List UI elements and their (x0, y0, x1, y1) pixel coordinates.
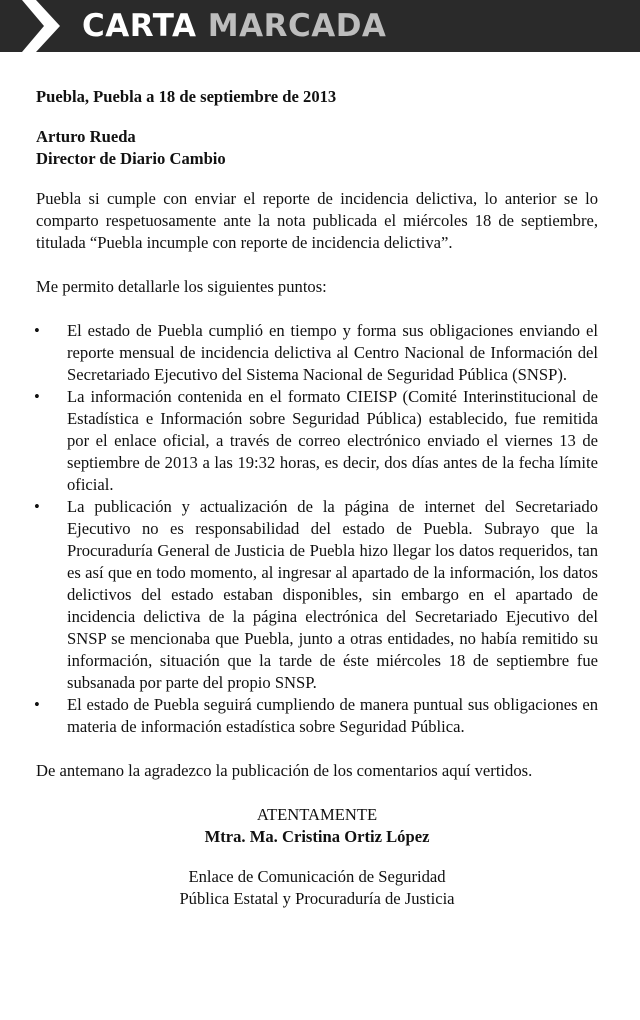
section-title (82, 5, 386, 47)
letter-body (36, 86, 598, 910)
bullet-icon: • (34, 387, 40, 406)
signer-name: Mtra. Ma. Cristina Ortiz López (204, 827, 430, 846)
list-item-text: La publicación y actualización de la página de internet del Secretariado Ejecutivo no es responsabilidad del estado de Puebla. Subrayo que la Procuraduría General de Justicia de Puebla hizo llegar los datos requeridos, tan es así que en todo momento, al ingresar al apartado de la información, los datos delictivos del estado estaban disponibles, sin embargo en el apartado de incidencia delictiva de la página electrónica del Secretariado Ejecutivo del SNSP se mencionaba que Puebla, junto a otras entidades, no había remitido su información, situación que la tarde de éste miércoles 18 de septiembre fue subsanada por parte del propio SNSP. (67, 497, 598, 692)
points-list (36, 320, 598, 738)
list-item-text: El estado de Puebla cumplió en tiempo y forma sus obligaciones enviando el reporte mensual de incidencia delictiva al Centro Nacional de Información del Secretariado Ejecutivo del Sistema Nacional de Seguridad Pública (SNSP). (67, 321, 598, 384)
bullet-icon: • (34, 497, 40, 516)
signer-role-line-1: Enlace de Comunicación de Seguridad (188, 867, 446, 886)
section-title-part1: CARTA (82, 8, 197, 44)
list-item (36, 694, 598, 738)
recipient-title: Director de Diario Cambio (36, 149, 226, 168)
list-item-text: El estado de Puebla seguirá cumpliendo de manera puntual sus obligaciones en materia de información estadística sobre Seguridad Pública. (67, 695, 598, 736)
section-banner (0, 0, 640, 52)
closing-greeting: ATENTAMENTE (256, 805, 378, 824)
section-title-part2: MARCADA (207, 8, 387, 44)
bullet-icon: • (34, 695, 40, 714)
list-item-text: La información contenida en el formato CIEISP (Comité Interinstitucional de Estadística e Información sobre Seguridad Pública) establecido, fue remitida por el enlace oficial, a través de correo electrónico enviado el viernes 13 de septiembre de 2013 a las 19:32 horas, es decir, dos días antes de la fecha límite oficial. (67, 387, 598, 494)
list-item (36, 386, 598, 496)
recipient-name: Arturo Rueda (36, 127, 136, 146)
chevron-right-icon (0, 0, 60, 52)
letter-paragraph-thanks: De antemano la agradezco la publicación de los comentarios aquí vertidos. (36, 761, 533, 780)
letter-paragraph-points-lead: Me permito detallarle los siguientes puntos: (36, 277, 327, 296)
list-item (36, 320, 598, 386)
letter-dateline: Puebla, Puebla a 18 de septiembre de 2013 (36, 87, 337, 106)
bullet-icon: • (34, 321, 40, 340)
letter-paragraph-intro: Puebla si cumple con enviar el reporte de incidencia delictiva, lo anterior se lo comparto respetuosamente ante la nota publicada el miércoles 18 de septiembre, titulada “Puebla incumple con reporte de incidencia delictiva”. (36, 189, 598, 252)
letter-addressee (36, 126, 598, 170)
signer-role-line-2: Pública Estatal y Procuraduría de Justicia (179, 889, 455, 908)
signature-block (36, 804, 598, 910)
list-item (36, 496, 598, 694)
